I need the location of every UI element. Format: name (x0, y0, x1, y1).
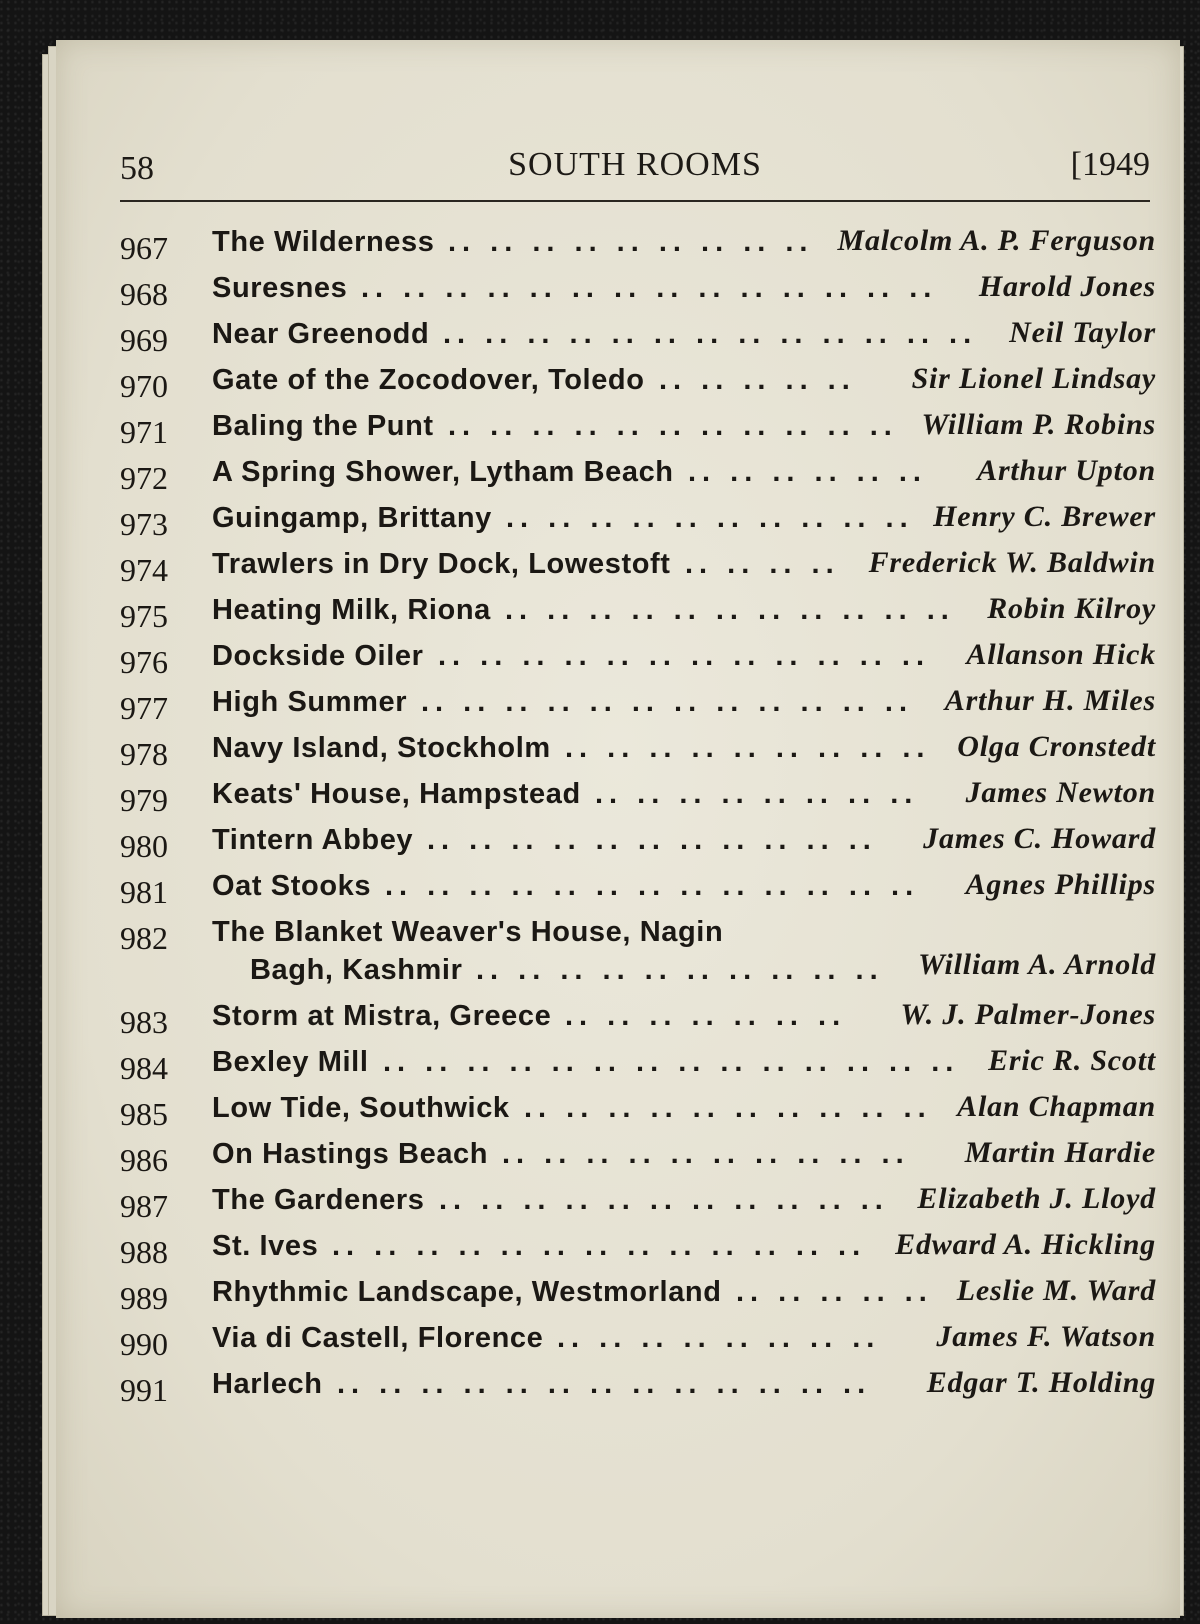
catalogue-entry (120, 360, 1156, 406)
entry-artist: Sir Lionel Lindsay (911, 362, 1156, 395)
dot-leader: .. .. .. .. .. .. .. .. .. .. .. (439, 1184, 889, 1216)
catalogue-entry (120, 1088, 1156, 1134)
entry-artist: Edward A. Hickling (895, 1228, 1156, 1261)
entry-artist: Frederick W. Baldwin (868, 546, 1156, 579)
entry-number: 969 (120, 322, 168, 358)
entry-number: 982 (120, 920, 168, 956)
dot-leader: .. .. .. .. .. .. .. .. .. (448, 226, 814, 258)
entry-artist: Neil Taylor (1009, 316, 1156, 349)
entry-artist: Alan Chapman (957, 1090, 1156, 1123)
catalogue-entry (120, 452, 1156, 498)
catalogue-entry (120, 544, 1156, 590)
catalogue-entry (120, 314, 1156, 360)
entry-title: Oat Stooks (212, 870, 372, 902)
entry-number: 981 (120, 874, 168, 910)
entry-title: Storm at Mistra, Greece (212, 1000, 552, 1032)
entry-artist: James C. Howard (923, 822, 1156, 855)
entry-number: 991 (120, 1372, 168, 1408)
entry-artist: Henry C. Brewer (933, 500, 1156, 533)
catalogue-entry (120, 866, 1156, 912)
header-rule (120, 200, 1150, 202)
entry-title: Trawlers in Dry Dock, Lowestoft (212, 548, 671, 580)
dot-leader: .. .. .. .. (685, 548, 840, 580)
dot-leader: .. .. .. .. .. .. .. .. .. .. (506, 502, 914, 534)
entry-artist: Martin Hardie (964, 1136, 1156, 1169)
entry-title: The Blanket Weaver's House, Nagin (212, 916, 724, 948)
entry-title: Near Greenodd (212, 318, 430, 350)
entry-number: 985 (120, 1096, 168, 1132)
entry-artist: Arthur H. Miles (944, 684, 1156, 717)
entry-title-continued: Bagh, Kashmir (250, 954, 463, 986)
catalogue-entry (120, 996, 1156, 1042)
entry-artist: James F. Watson (936, 1320, 1156, 1353)
catalogue-entry (120, 1272, 1156, 1318)
dot-leader: .. .. .. .. .. .. .. (565, 1000, 847, 1032)
entry-artist: W. J. Palmer-Jones (900, 998, 1156, 1031)
catalogue-list (120, 222, 1156, 1410)
entry-artist: Agnes Phillips (965, 868, 1156, 901)
entry-title: Guingamp, Brittany (212, 502, 492, 534)
entry-artist: Harold Jones (978, 270, 1156, 303)
entry-artist: Olga Cronstedt (957, 730, 1156, 763)
entry-title: Rhythmic Landscape, Westmorland (212, 1276, 722, 1308)
catalogue-entry (120, 636, 1156, 682)
dot-leader: .. .. .. .. .. .. (688, 456, 927, 488)
dot-leader: .. .. .. .. .. .. .. .. (557, 1322, 881, 1354)
entry-title: Suresnes (212, 272, 348, 304)
entry-title: A Spring Shower, Lytham Beach (212, 456, 674, 488)
dot-leader: .. .. .. .. .. (659, 364, 856, 396)
dot-leader: .. .. .. .. .. .. .. .. .. .. .. .. (421, 686, 913, 718)
entry-title: High Summer (212, 686, 408, 718)
dot-leader: .. .. .. .. .. .. .. .. .. .. .. .. .. (337, 1368, 872, 1400)
entry-number: 973 (120, 506, 168, 542)
catalogue-entry (120, 222, 1156, 268)
catalogue-entry (120, 1226, 1156, 1272)
dot-leader: .. .. .. .. .. .. .. .. .. .. .. .. (438, 640, 930, 672)
dot-leader: .. .. .. .. .. .. .. .. .. .. .. .. .. (332, 1230, 867, 1262)
dot-leader: .. .. .. .. .. .. .. .. .. .. .. (427, 824, 877, 856)
catalogue-entry (120, 820, 1156, 866)
entry-number: 987 (120, 1188, 168, 1224)
dot-leader: .. .. .. .. .. .. .. .. .. (565, 732, 931, 764)
dot-leader: .. .. .. .. .. .. .. .. .. .. .. .. .. (443, 318, 978, 350)
entry-number: 974 (120, 552, 168, 588)
entry-number: 977 (120, 690, 168, 726)
dot-leader: .. .. .. .. .. .. .. .. .. .. .. (505, 594, 955, 626)
entry-title: Low Tide, Southwick (212, 1092, 510, 1124)
dot-leader: .. .. .. .. .. .. .. .. .. .. (502, 1138, 910, 1170)
catalogue-entry (120, 682, 1156, 728)
entry-number: 990 (120, 1326, 168, 1362)
entry-artist: Malcolm A. P. Ferguson (837, 224, 1156, 257)
entry-artist: Elizabeth J. Lloyd (917, 1182, 1156, 1215)
entry-number: 980 (120, 828, 168, 864)
catalogue-entry (120, 1180, 1156, 1226)
entry-number: 984 (120, 1050, 168, 1086)
entry-artist: William A. Arnold (918, 948, 1156, 981)
entry-title: Baling the Punt (212, 410, 434, 442)
entry-title: On Hastings Beach (212, 1138, 489, 1170)
catalogue-entry (120, 1364, 1156, 1410)
entry-number: 983 (120, 1004, 168, 1040)
catalogue-entry (120, 406, 1156, 452)
entry-artist: Allanson Hick (966, 638, 1156, 671)
entry-title: The Gardeners (212, 1184, 425, 1216)
catalogue-entry (120, 1042, 1156, 1088)
entry-artist: Leslie M. Ward (956, 1274, 1156, 1307)
entry-title: The Wilderness (212, 226, 435, 258)
catalogue-entry (120, 590, 1156, 636)
entry-number: 968 (120, 276, 168, 312)
dot-leader: .. .. .. .. .. .. .. .. .. .. .. .. .. .. (361, 272, 938, 304)
entry-number: 986 (120, 1142, 168, 1178)
catalogue-entry (120, 912, 1156, 996)
catalogue-entry (120, 1134, 1156, 1180)
entry-number: 978 (120, 736, 168, 772)
dot-leader: .. .. .. .. .. .. .. .. (595, 778, 919, 810)
catalogue-entry (120, 1318, 1156, 1364)
dot-leader: .. .. .. .. .. .. .. .. .. .. .. (448, 410, 898, 442)
entry-title: Harlech (212, 1368, 323, 1400)
dot-leader: .. .. .. .. .. (736, 1276, 933, 1308)
entry-artist: Edgar T. Holding (926, 1366, 1156, 1399)
entry-title: Bexley Mill (212, 1046, 369, 1078)
year: [1949 (1070, 146, 1150, 183)
entry-artist: William P. Robins (921, 408, 1156, 441)
entry-number: 971 (120, 414, 168, 450)
entry-number: 972 (120, 460, 168, 496)
catalogue-entry (120, 728, 1156, 774)
entry-title: Heating Milk, Riona (212, 594, 491, 626)
entry-title: Keats' House, Hampstead (212, 778, 581, 810)
catalogue-entry (120, 268, 1156, 314)
entry-artist: Arthur Upton (977, 454, 1156, 487)
entry-number: 989 (120, 1280, 168, 1316)
entry-title: Dockside Oiler (212, 640, 424, 672)
dot-leader: .. .. .. .. .. .. .. .. .. .. (524, 1092, 932, 1124)
entry-number: 979 (120, 782, 168, 818)
entry-artist: Eric R. Scott (988, 1044, 1156, 1077)
dot-leader: .. .. .. .. .. .. .. .. .. .. .. .. .. (385, 870, 920, 902)
entry-title: Gate of the Zocodover, Toledo (212, 364, 645, 396)
entry-number: 988 (120, 1234, 168, 1270)
entry-title: St. Ives (212, 1230, 319, 1262)
entry-number: 975 (120, 598, 168, 634)
page-number: 58 (120, 150, 154, 187)
entry-artist: James Newton (965, 776, 1156, 809)
entry-artist: Robin Kilroy (987, 592, 1156, 625)
entry-number: 967 (120, 230, 168, 266)
running-title: SOUTH ROOMS (508, 146, 762, 183)
dot-leader: .. .. .. .. .. .. .. .. .. .. .. .. .. .. (383, 1046, 960, 1078)
catalogue-entry (120, 498, 1156, 544)
entry-number: 976 (120, 644, 168, 680)
entry-title: Via di Castell, Florence (212, 1322, 544, 1354)
dot-leader: .. .. .. .. .. .. .. .. .. .. (476, 954, 884, 986)
entry-number: 970 (120, 368, 168, 404)
entry-title: Tintern Abbey (212, 824, 414, 856)
page-header (120, 138, 1150, 188)
entry-title: Navy Island, Stockholm (212, 732, 551, 764)
catalogue-entry (120, 774, 1156, 820)
